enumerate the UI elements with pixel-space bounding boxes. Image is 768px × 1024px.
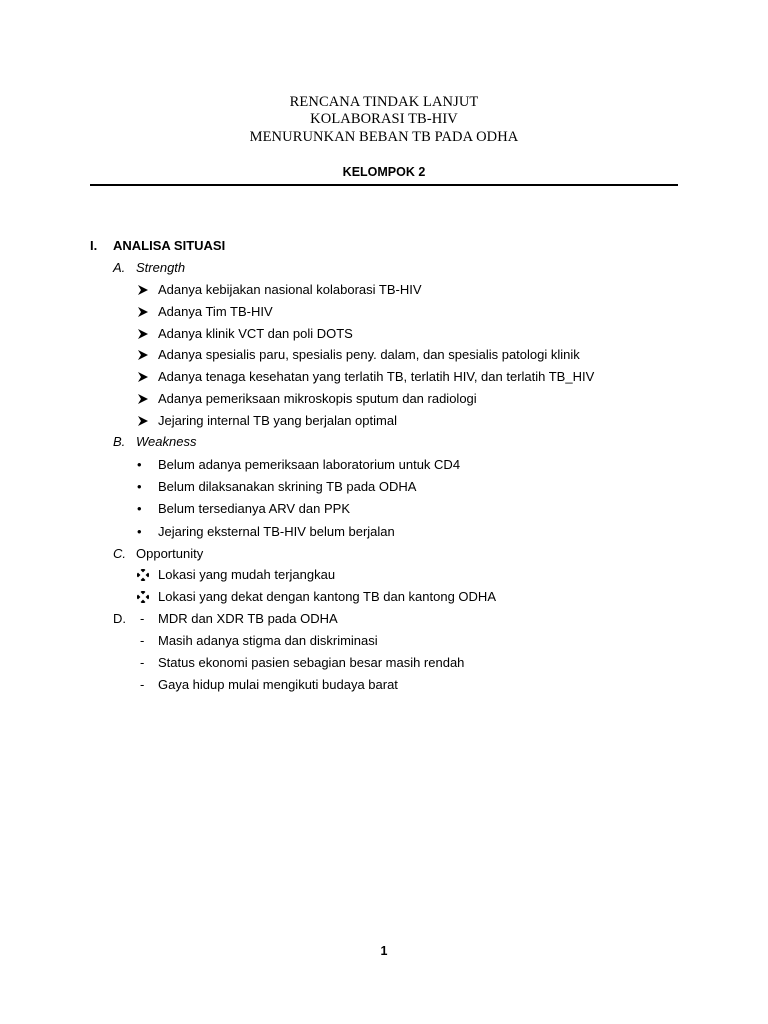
arrowhead-bullet-icon	[137, 306, 149, 318]
weakness-item: Jejaring eksternal TB-HIV belum berjalan	[158, 524, 395, 539]
group-label: KELOMPOK 2	[342, 165, 426, 179]
strength-marker: A.	[113, 260, 126, 275]
opportunity-item: Lokasi yang dekat dengan kantong TB dan kantong ODHA	[158, 589, 496, 604]
opportunity-item: Lokasi yang mudah terjangkau	[158, 567, 336, 582]
arrowhead-bullet-icon	[137, 371, 149, 383]
strength-item: Adanya spesialis paru, spesialis peny. dalam, dan spesialis patologi klinik	[158, 347, 580, 363]
bullet-dot-icon: •	[137, 479, 142, 494]
dash-bullet-icon: -	[140, 677, 145, 692]
weakness-marker: B.	[113, 434, 126, 449]
strength-item: Adanya klinik VCT dan poli DOTS	[158, 325, 353, 341]
diamond-bullet-icon	[137, 569, 149, 581]
section-title: ANALISA SITUASI	[113, 238, 226, 253]
weakness-item: Belum dilaksanakan skrining TB pada ODHA	[158, 479, 417, 494]
arrowhead-bullet-icon	[137, 393, 149, 405]
threat-item: Gaya hidup mulai mengikuti budaya barat	[158, 677, 398, 692]
bullet-dot-icon: •	[137, 524, 142, 539]
dash-bullet-icon: -	[140, 611, 145, 626]
arrowhead-bullet-icon	[137, 328, 149, 340]
threat-marker: D.	[113, 611, 126, 626]
strength-item: Adanya Tim TB-HIV	[158, 303, 273, 319]
threat-item: MDR dan XDR TB pada ODHA	[158, 611, 338, 626]
strength-title: Strength	[136, 260, 186, 275]
strength-item: Adanya pemeriksaan mikroskopis sputum dan radiologi	[158, 391, 477, 406]
opportunity-marker: C.	[113, 546, 126, 561]
arrowhead-bullet-icon	[137, 284, 149, 296]
strength-item: Adanya kebijakan nasional kolaborasi TB-HIV	[158, 282, 422, 297]
bullet-dot-icon: •	[137, 501, 142, 516]
arrowhead-bullet-icon	[137, 415, 149, 427]
weakness-title: Weakness	[136, 434, 197, 449]
title-line-2: KOLABORASI TB-HIV	[310, 111, 458, 127]
weakness-item: Belum tersedianya ARV dan PPK	[158, 501, 350, 516]
weakness-item: Belum adanya pemeriksaan laboratorium untuk CD4	[158, 457, 461, 472]
title-line-3: MENURUNKAN BEBAN TB PADA ODHA	[249, 129, 519, 145]
title-line-1: RENCANA TINDAK LANJUT	[289, 94, 479, 110]
section-number: I.	[90, 238, 98, 253]
dash-bullet-icon: -	[140, 633, 145, 648]
dash-bullet-icon: -	[140, 655, 145, 670]
diamond-bullet-icon	[137, 591, 149, 603]
strength-item: Jejaring internal TB yang berjalan optimal	[158, 412, 397, 428]
arrowhead-bullet-icon	[137, 349, 149, 361]
threat-item: Masih adanya stigma dan diskriminasi	[158, 633, 378, 648]
strength-item: Adanya tenaga kesehatan yang terlatih TB, terlatih HIV, dan terlatih TB_HIV	[158, 369, 595, 385]
horizontal-rule	[90, 184, 678, 186]
threat-item: Status ekonomi pasien sebagian besar masih rendah	[158, 655, 465, 670]
page-number: 1	[380, 944, 388, 958]
bullet-dot-icon: •	[137, 457, 142, 472]
opportunity-title: Opportunity	[136, 546, 204, 561]
